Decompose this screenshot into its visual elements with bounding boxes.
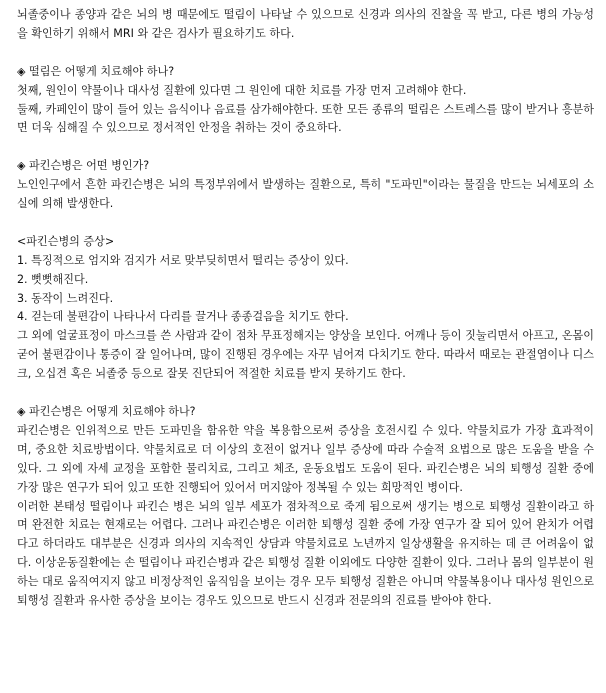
degenerative-disease-paragraph: 이러한 본태성 떨림이나 파킨슨 병은 뇌의 일부 세포가 점차적으로 죽게 됨으로써 생기는 병으로 퇴행성 질환이라고 하며 완전한 치료는 현재로는 어렵다. 그러나 파킨슨병은 이러한 퇴행성 질환 중에 가장 연구가 잘 되어 있어 완치가 어렵다고 하더라도 대부분은 신경과 의사의 지속적인 상담과 약물치료로 노년까지 일상생활을 유지하는 데 큰 어려움이 없다. 이상운동질환에는 손 떨림이나 파킨슨병과 같은 퇴행성 질환 이외에도 다양한 질환이 있다. 그러나 몸의 일부분이 원하는 대로 움직여지지 않고 비정상적인 움직임을 보이는 경우 모두 퇴행성 질환은 아니며 약물복용이나 대사성 원인으로 퇴행성 질환과 유사한 증상을 보이는 경우도 있으므로 반드시 신경과 전문의의 진료를 받아야 한다. [17,499,594,608]
symptom-item: 1. 특징적으로 엄지와 검지가 서로 맞부딪히면서 떨리는 증상이 있다. [17,253,349,267]
intro-paragraph: 뇌졸중이나 종양과 같은 뇌의 병 때문에도 떨림이 나타날 수 있으므로 신경과 의사의 진찰을 꼭 받고, 다른 병의 가능성을 확인하기 위해서 MRI 와 같은 검사가 필요하기도 하다. [17,8,594,40]
paragraph-second: 둘째, 카페인이 많이 들어 있는 음식이나 음료를 삼가해야한다. 또한 모든 종류의 떨림은 스트레스를 많이 받거나 흥분하면 더욱 심해질 수 있으므로 정서적인 안정을 취하는 것이 중요하다. [17,102,594,135]
other-symptoms-paragraph: 그 외에 얼굴표정이 마스크를 쓴 사람과 같이 점차 무표정해지는 양상을 보인다. 어깨나 등이 짓눌리면서 아프고, 온몸이 굳어 불편감이나 통증이 잘 일어나며, 많이 진행된 경우에는 자꾸 넘어져 다치기도 한다. 따라서 때로는 관절염이나 디스크, 오십견 혹은 뇌졸중 등으로 잘못 진단되어 적절한 치료를 받지 못하기도 한다. [17,329,594,381]
spacer [17,214,594,233]
spacer [17,384,594,403]
symptom-item: 4. 걷는데 불편감이 나타나서 다리를 끌거나 종종걸음을 치기도 한다. [17,310,349,324]
symptom-item: 2. 뻣뻣해진다. [17,272,89,286]
section-heading-parkinson-treatment: ◈ 파킨슨병은 어떻게 치료해야 하나? [17,404,196,418]
parkinson-definition-paragraph: 노인인구에서 흔한 파킨슨병은 뇌의 특정부위에서 발생하는 질환으로, 특히 "도파민"이라는 물질을 만드는 뇌세포의 소실에 의해 발생한다. [17,178,594,211]
spacer [17,44,594,63]
symptom-item: 3. 동작이 느려진다. [17,291,114,305]
paragraph-first: 첫째, 원인이 약물이나 대사성 질환에 있다면 그 원인에 대한 치료를 가장 먼저 고려해야 한다. [17,83,467,97]
spacer [17,138,594,157]
treatment-paragraph: 파킨슨병은 인위적으로 만든 도파민을 함유한 약을 복용함으로써 증상을 호전시킬 수 있다. 약물치료가 가장 효과적이며, 중요한 치료방법이다. 약물치료로 더 이상의 호전이 없거나 일부 증상에 따라 수술적 요법으로 많은 도움을 받을 수 있다. 그 외에 자세 교정을 포함한 물리치료, 그리고 체조, 운동요법도 도움이 된다. 파킨슨병은 뇌의 퇴행성 질환 중에 가장 많은 연구가 되어 있고 또한 진행되어 있어서 머지않아 정복될 수 있는 희망적인 병이다. [17,423,594,494]
section-heading-tremor-treatment: ◈ 떨림은 어떻게 치료해야 하나? [17,64,175,78]
section-heading-parkinson-definition: ◈ 파킨슨병은 어떤 병인가? [17,159,150,173]
symptoms-title: <파킨슨병의 증상> [17,234,115,248]
